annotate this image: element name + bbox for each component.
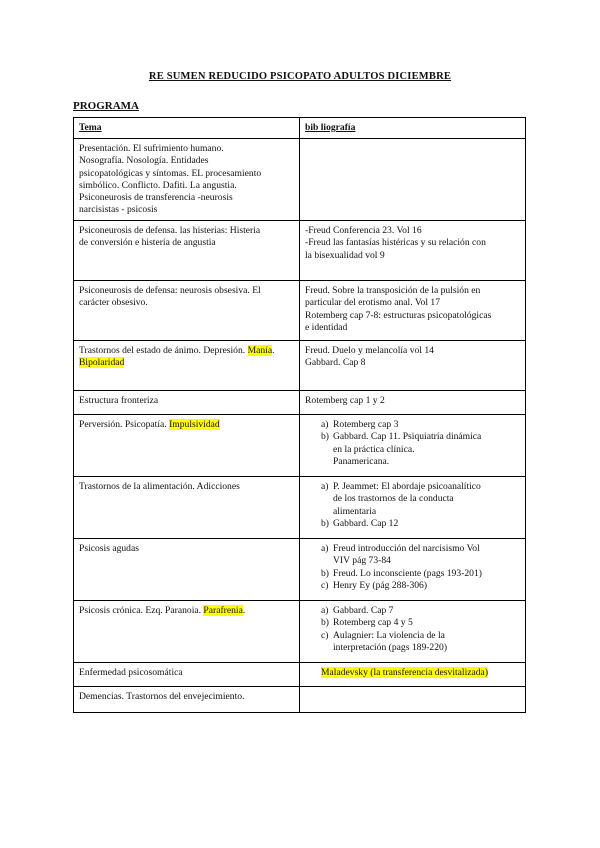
bib-line: particular del erotismo anal. Vol 17 <box>305 297 440 309</box>
tema-line: Psiconeurosis de transferencia -neurosis <box>79 192 233 204</box>
bib-line: Henry Ey (pág 288-306) <box>333 579 428 591</box>
tema-line: Estructura fronteriza <box>79 395 159 407</box>
table-row <box>74 281 526 341</box>
table-row <box>74 663 526 687</box>
list-item <box>305 431 520 468</box>
bib-line: -Freud las fantasías histéricas y su relación con <box>305 237 486 249</box>
bib-line: Rotemberg cap 7-8: estructuras psicopatológicas <box>305 309 492 321</box>
bibliografia-cell <box>300 663 526 687</box>
tema-line: Presentación. El sufrimiento humano. <box>79 143 224 155</box>
tema-text: Trastornos del estado de ánimo. Depresión. <box>79 345 246 357</box>
list-marker: b) <box>321 517 329 529</box>
highlighted-term: Bipolaridad <box>79 357 125 369</box>
list-marker: a) <box>321 419 329 431</box>
bibliografia-cell <box>300 477 526 539</box>
bibliografia-cell <box>300 601 526 663</box>
bib-line: Gabbard. Cap 12 <box>333 517 399 529</box>
highlighted-term: Manía <box>247 345 273 357</box>
bibliografia-cell <box>300 391 526 415</box>
list-item <box>305 630 520 654</box>
list-item <box>305 568 520 580</box>
list-marker: c) <box>321 579 329 591</box>
list-item <box>305 605 520 617</box>
highlighted-term: Parafrenia <box>203 605 243 617</box>
list-marker: a) <box>321 605 329 617</box>
table-row <box>74 139 526 221</box>
bib-line: VIV pág 73-84 <box>333 555 391 567</box>
bib-line: P. Jeammet: El abordaje psicoanalítico <box>333 481 481 493</box>
bib-line: Panamericana. <box>333 455 390 467</box>
tema-line: psicopatológicas y síntomas. EL procesamiento <box>79 167 262 179</box>
bibliografia-cell <box>300 341 526 391</box>
bib-line: Rotemberg cap 4 y 5 <box>333 617 413 629</box>
bib-line: interpretación (pags 189-220) <box>333 641 448 653</box>
list-item <box>305 617 520 629</box>
list-marker: c) <box>321 629 329 641</box>
tema-cell <box>74 539 300 601</box>
program-table <box>73 117 526 713</box>
tema-line: narcisistas - psicosis <box>79 204 158 216</box>
bib-line: Freud. Lo inconsciente (pags 193-201) <box>333 567 482 579</box>
table-row <box>74 341 526 391</box>
bib-line: Freud. Sobre la transposición de la pulsión en <box>305 285 481 297</box>
list-marker: b) <box>321 431 329 443</box>
tema-cell <box>74 663 300 687</box>
tema-line: Psiconeurosis de defensa: neurosis obsesiva. El <box>79 285 261 297</box>
bib-line: Gabbard. Cap 8 <box>305 357 366 369</box>
tema-text: Psicosis crónica. Ezq. Paranoia. <box>79 605 204 617</box>
bib-line: en la práctica clínica. <box>333 443 415 455</box>
tema-line: Nosografía. Nosología. Entidades <box>79 155 209 167</box>
tema-separator: . <box>272 345 275 357</box>
bib-line: Rotemberg cap 3 <box>333 419 399 431</box>
bib-line: e identidad <box>305 321 348 333</box>
table-row <box>74 415 526 477</box>
table-header-row <box>74 118 526 139</box>
table-row <box>74 477 526 539</box>
tema-cell <box>74 687 300 713</box>
bibliografia-cell <box>300 539 526 601</box>
table-row <box>74 601 526 663</box>
highlighted-reference: Maladevsky (la transferencia desvitalizada) <box>321 667 489 679</box>
list-marker: b) <box>321 567 329 579</box>
bibliografia-cell <box>300 687 526 713</box>
list-item <box>305 481 520 518</box>
tema-cell <box>74 601 300 663</box>
bib-line: Freud introducción del narcisismo Vol <box>333 543 480 555</box>
tema-text: Perversión. Psicopatía. <box>79 419 170 431</box>
bib-list <box>305 481 520 530</box>
tema-line: Psiconeurosis de defensa. las histerias: Histeria <box>79 225 261 237</box>
bibliografia-cell <box>300 221 526 281</box>
tema-cell <box>74 415 300 477</box>
bibliografia-cell <box>300 415 526 477</box>
list-item <box>305 543 520 567</box>
tema-line: de conversión e histeria de angustia <box>79 237 216 249</box>
bib-line: de los trastornos de la conducta <box>333 493 454 505</box>
tema-cell <box>74 341 300 391</box>
table-row <box>74 539 526 601</box>
list-item <box>305 580 520 592</box>
column-header-bibliografia: bib liografía <box>300 118 526 139</box>
bib-line: Freud. Duelo y melancolía vol 14 <box>305 345 434 357</box>
bib-line: Gabbard. Cap 11. Psiquiatría dinámica <box>333 431 482 443</box>
tema-line: Trastornos de la alimentación. Adicciones <box>79 481 240 493</box>
list-marker: b) <box>321 617 329 629</box>
tema-line: Psicosis agudas <box>79 543 139 555</box>
list-item <box>305 419 520 431</box>
section-heading: PROGRAMA <box>73 100 139 112</box>
tema-text: . <box>242 605 246 617</box>
table-row <box>74 221 526 281</box>
table-row <box>74 687 526 713</box>
tema-cell <box>74 281 300 341</box>
tema-cell <box>74 221 300 281</box>
tema-line: simbólico. Conflicto. Dafiti. La angustia. <box>79 179 237 191</box>
document-title: RE SUMEN REDUCIDO PSICOPATO ADULTOS DICIEMBRE <box>148 71 452 82</box>
bib-line: alimentaria <box>333 505 377 517</box>
list-item <box>305 518 520 530</box>
tema-line: carácter obsesivo. <box>79 297 148 309</box>
tema-cell <box>74 391 300 415</box>
tema-line: Enfermedad psicosomática <box>79 667 183 679</box>
list-marker: a) <box>321 543 329 555</box>
tema-cell <box>74 139 300 221</box>
table-row <box>74 391 526 415</box>
bib-list <box>305 419 520 468</box>
bib-line: -Freud Conferencia 23. Vol 16 <box>305 225 422 237</box>
column-header-tema: Tema <box>74 118 300 139</box>
bibliografia-cell <box>300 281 526 341</box>
list-marker: a) <box>321 481 329 493</box>
bib-line: Aulagnier: La violencia de la <box>333 629 445 641</box>
bib-list <box>305 605 520 654</box>
highlighted-term: Impulsividad <box>169 419 220 431</box>
bib-line: Rotemberg cap 1 y 2 <box>305 395 385 407</box>
bib-list <box>305 543 520 592</box>
tema-cell <box>74 477 300 539</box>
bib-line: Gabbard. Cap 7 <box>333 605 394 617</box>
bibliografia-cell <box>300 139 526 221</box>
tema-line: Demencias. Trastornos del envejecimiento. <box>79 691 245 703</box>
bib-line: la bisexualidad vol 9 <box>305 249 385 261</box>
